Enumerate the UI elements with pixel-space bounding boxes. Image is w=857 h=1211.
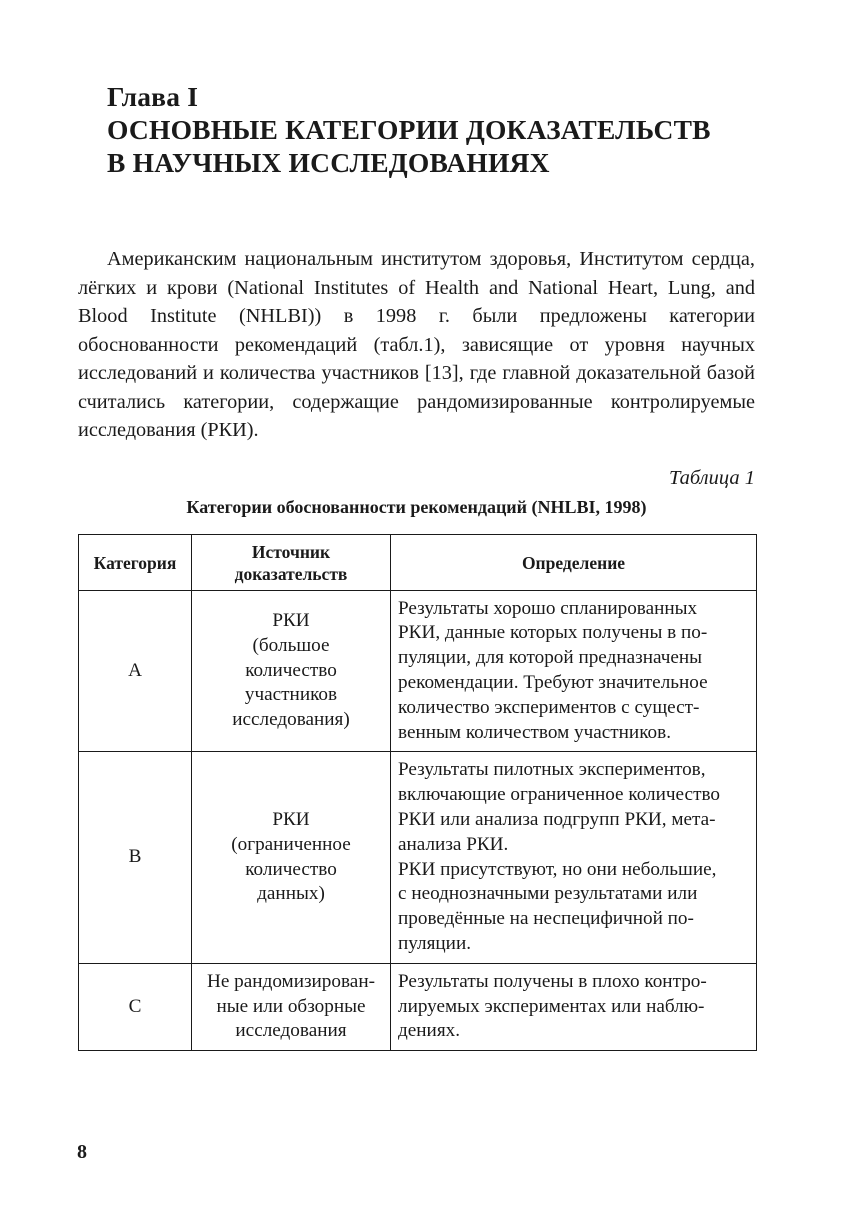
table-row [79,964,757,1051]
category-cell: C [79,964,192,1051]
definition-line: с неоднозначными результатами или [398,883,698,905]
definition-line: пуляции, для которой предназначены [398,647,703,669]
source-line: ные или обзорные [216,995,366,1017]
table-row [79,591,757,752]
header-category: Категория [79,535,192,591]
table-caption: Категории обоснованности рекомендаций (NHLBI, 1998) [186,497,647,517]
definition-cell [391,591,757,752]
page-number: 8 [77,1141,87,1163]
table-row [79,752,757,964]
definition-line: венным количеством участников. [398,721,671,743]
table-label: Таблица 1 [668,467,755,489]
source-line: данных) [257,883,325,905]
chapter-heading [107,80,787,179]
definition-line: РКИ присутствуют, но они небольшие, [398,858,717,880]
category-cell: A [79,591,192,752]
definition-line: количество экспериментов с сущест- [398,696,700,718]
definition-cell [391,964,757,1051]
definition-line: Результаты хорошо спланированных [398,597,698,619]
source-cell [192,964,391,1051]
definition-line: РКИ или анализа подгрупп РКИ, мета- [398,808,716,830]
source-line: (ограниченное [231,833,351,855]
definition-line: включающие ограниченное количество [398,784,720,806]
chapter-label: Глава I [107,81,199,112]
chapter-title-line-1: ОСНОВНЫЕ КАТЕГОРИИ ДОКАЗАТЕЛЬСТВ [107,114,711,145]
source-line: (большое [252,634,330,656]
source-line: исследования [235,1020,347,1042]
category-cell: B [79,752,192,964]
definition-cell [391,752,757,964]
source-line: РКИ [272,808,310,830]
source-line: количество [245,659,337,681]
source-cell [192,591,391,752]
definition-line: Результаты пилотных экспериментов, [398,759,706,781]
definition-line: Результаты получены в плохо контро- [398,970,707,992]
definition-line: дениях. [398,1020,461,1042]
source-line: исследования) [232,709,350,731]
source-cell [192,752,391,964]
source-line: Не рандомизирован- [207,970,375,992]
header-definition: Определение [391,535,757,591]
header-source-line-2: доказательств [234,563,348,584]
evidence-categories-table [78,534,757,1051]
source-line: РКИ [272,610,310,631]
definition-line: рекомендации. Требуют значительное [398,672,708,693]
definition-line: пуляции. [398,932,472,954]
definition-line: анализа РКИ. [398,833,509,855]
header-source [192,535,391,591]
definition-line: лируемых экспериментах или наблю- [398,995,705,1017]
source-line: количество [245,858,337,880]
intro-paragraph: Американским национальным институтом здоровья, Институтом сердца, лёгких и крови (National Institutes of Health and National Heart, Lung, and Blood Institute (NHLBI)) в 1998 г. были предложены категории обоснованности рекомендаций (табл.1), зависящие от уровня научных исследований и количества участников [13], где главной доказательной базой считались категории, содержащие рандомизированные контролируемые исследования (РКИ). [78,248,755,441]
header-source-line-1: Источник [251,541,331,562]
source-line: участников [244,684,338,706]
table-header-row [79,535,757,591]
chapter-title-line-2: В НАУЧНЫХ ИССЛЕДОВАНИЯХ [107,147,550,178]
definition-line: РКИ, данные которых получены в по- [398,622,708,644]
definition-line: проведённые на неспецифичной по- [398,908,694,930]
